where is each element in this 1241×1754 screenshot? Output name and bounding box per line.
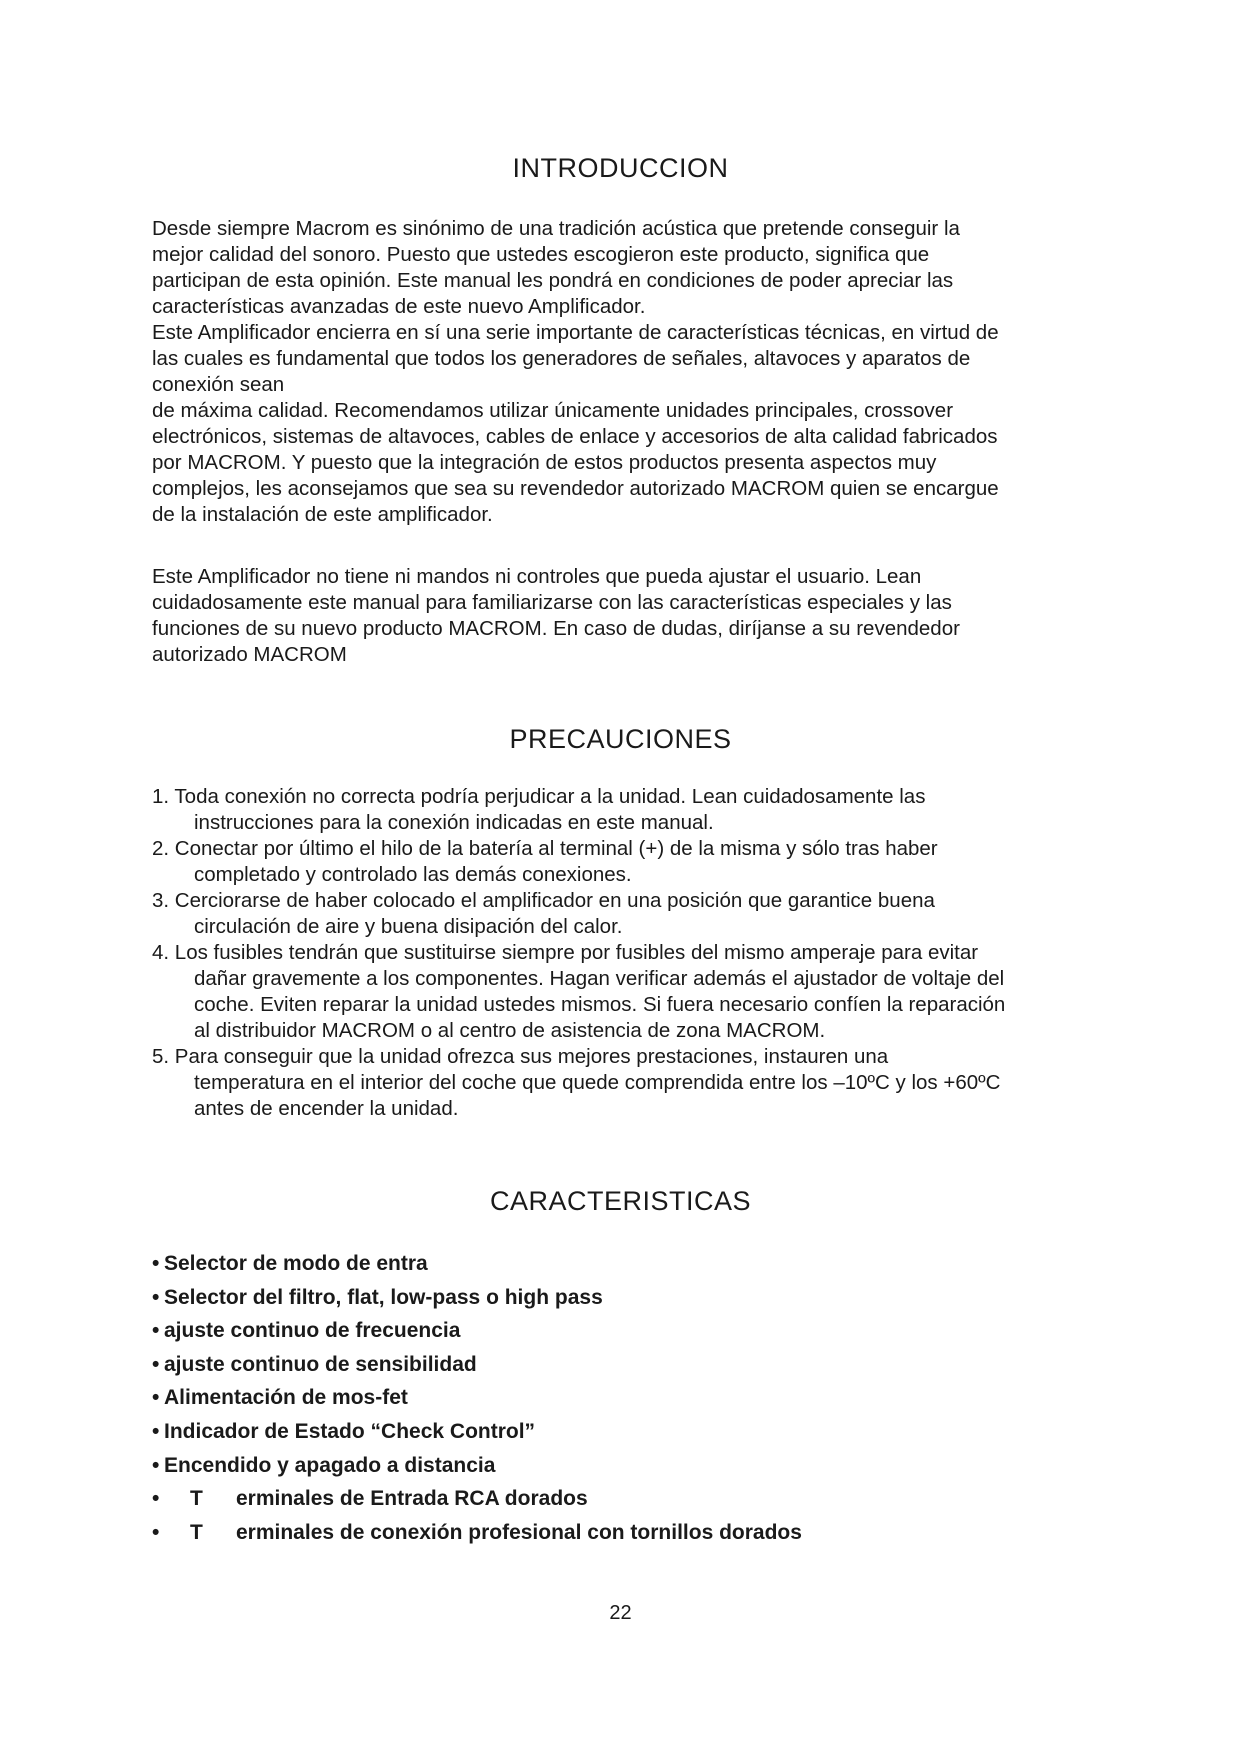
- text-line: 3. Cerciorarse de haber colocado el amplificador en una posición que garantice buena: [152, 889, 935, 912]
- text-line: antes de encender la unidad.: [194, 1097, 459, 1120]
- text-line: conexión sean: [152, 373, 285, 396]
- features-title: CARACTERISTICAS: [489, 1186, 752, 1216]
- text-line: dañar gravemente a los componentes. Hagan verificar además el ajustador de voltaje del: [194, 967, 1005, 990]
- bullet-icon: •: [152, 1487, 160, 1511]
- list-item: [152, 1247, 1052, 1281]
- text-line: Este Amplificador encierra en sí una serie importante de características técnicas, en virtud de: [152, 321, 999, 344]
- precautions-title: PRECAUCIONES: [509, 724, 732, 754]
- text-line: de la instalación de este amplificador.: [152, 503, 493, 526]
- feature-text: Alimentación de mos-fet: [164, 1386, 408, 1410]
- text-line: por MACROM. Y puesto que la integración de estos productos presenta aspectos muy: [152, 451, 937, 474]
- page-number: 22: [609, 1602, 632, 1624]
- bullet-icon: •: [152, 1453, 160, 1477]
- feature-first-letter: T: [190, 1487, 203, 1511]
- intro-paragraph-2: [152, 564, 1082, 668]
- list-item: [152, 784, 1092, 836]
- bullet-icon: •: [152, 1419, 160, 1443]
- list-item: [152, 1044, 1092, 1122]
- intro-title: INTRODUCCION: [512, 153, 729, 183]
- list-item: [152, 940, 1092, 1044]
- precautions-list: [152, 784, 1092, 1122]
- features-list: [152, 1247, 1052, 1549]
- feature-first-letter: T: [190, 1520, 203, 1544]
- list-item: [152, 1516, 1052, 1550]
- text-line: funciones de su nuevo producto MACROM. En caso de dudas, diríjanse a su revendedor: [152, 617, 960, 640]
- text-line: 4. Los fusibles tendrán que sustituirse siempre por fusibles del mismo amperaje para evitar: [152, 941, 979, 964]
- bullet-icon: •: [152, 1520, 160, 1544]
- list-item: [152, 1415, 1052, 1449]
- feature-text: Selector de modo de entra: [164, 1252, 428, 1275]
- bullet-icon: •: [152, 1352, 160, 1376]
- list-item: [152, 888, 1092, 940]
- text-line: cuidadosamente este manual para familiarizarse con las características especiales y las: [152, 591, 952, 614]
- feature-text: ajuste continuo de frecuencia: [164, 1319, 461, 1343]
- list-item: [152, 1449, 1052, 1483]
- feature-text: Encendido y apagado a distancia: [164, 1453, 496, 1477]
- bullet-icon: •: [152, 1319, 160, 1343]
- feature-text: Selector del filtro, flat, low-pass o high pass: [164, 1285, 603, 1309]
- text-line: electrónicos, sistemas de altavoces, cables de enlace y accesorios de alta calidad fabricados: [152, 425, 998, 448]
- bullet-icon: •: [152, 1252, 160, 1275]
- text-line: características avanzadas de este nuevo Amplificador.: [152, 295, 646, 318]
- list-item: [152, 1281, 1052, 1315]
- text-line: las cuales es fundamental que todos los generadores de señales, altavoces y aparatos de: [152, 347, 971, 370]
- text-line: participan de esta opinión. Este manual les pondrá en condiciones de poder apreciar las: [152, 269, 954, 292]
- text-line: al distribuidor MACROM o al centro de asistencia de zona MACROM.: [194, 1019, 826, 1042]
- list-item: [152, 836, 1092, 888]
- text-line: 1. Toda conexión no correcta podría perjudicar a la unidad. Lean cuidadosamente las: [152, 785, 926, 808]
- feature-text: Indicador de Estado “Check Control”: [164, 1419, 536, 1443]
- text-line: Este Amplificador no tiene ni mandos ni controles que pueda ajustar el usuario. Lean: [152, 565, 922, 588]
- text-line: instrucciones para la conexión indicadas en este manual.: [194, 811, 714, 834]
- text-line: 5. Para conseguir que la unidad ofrezca sus mejores prestaciones, instauren una: [152, 1045, 889, 1068]
- text-line: coche. Eviten reparar la unidad ustedes mismos. Si fuera necesario confíen la reparación: [194, 993, 1006, 1016]
- list-item: [152, 1348, 1052, 1382]
- list-item: [152, 1381, 1052, 1415]
- text-line: mejor calidad del sonoro. Puesto que ustedes escogieron este producto, significa que: [152, 243, 930, 266]
- text-line: de máxima calidad. Recomendamos utilizar únicamente unidades principales, crossover: [152, 399, 954, 422]
- feature-text: erminales de conexión profesional con tornillos dorados: [236, 1520, 802, 1544]
- feature-text: ajuste continuo de sensibilidad: [164, 1352, 477, 1376]
- list-item: [152, 1482, 1052, 1516]
- text-line: complejos, les aconsejamos que sea su revendedor autorizado MACROM quien se encargue: [152, 477, 999, 500]
- text-line: temperatura en el interior del coche que quede comprendida entre los –10ºC y los +60ºC: [194, 1071, 1001, 1094]
- text-line: 2. Conectar por último el hilo de la batería al terminal (+) de la misma y sólo tras haber: [152, 837, 938, 860]
- list-item: [152, 1314, 1052, 1348]
- text-line: autorizado MACROM: [152, 643, 347, 666]
- bullet-icon: •: [152, 1285, 160, 1309]
- bullet-icon: •: [152, 1386, 160, 1410]
- text-line: Desde siempre Macrom es sinónimo de una tradición acústica que pretende conseguir la: [152, 217, 960, 240]
- feature-text: erminales de Entrada RCA dorados: [236, 1487, 588, 1511]
- text-line: completado y controlado las demás conexiones.: [194, 863, 632, 886]
- intro-paragraph-1: [152, 216, 1082, 528]
- text-line: circulación de aire y buena disipación del calor.: [194, 915, 623, 938]
